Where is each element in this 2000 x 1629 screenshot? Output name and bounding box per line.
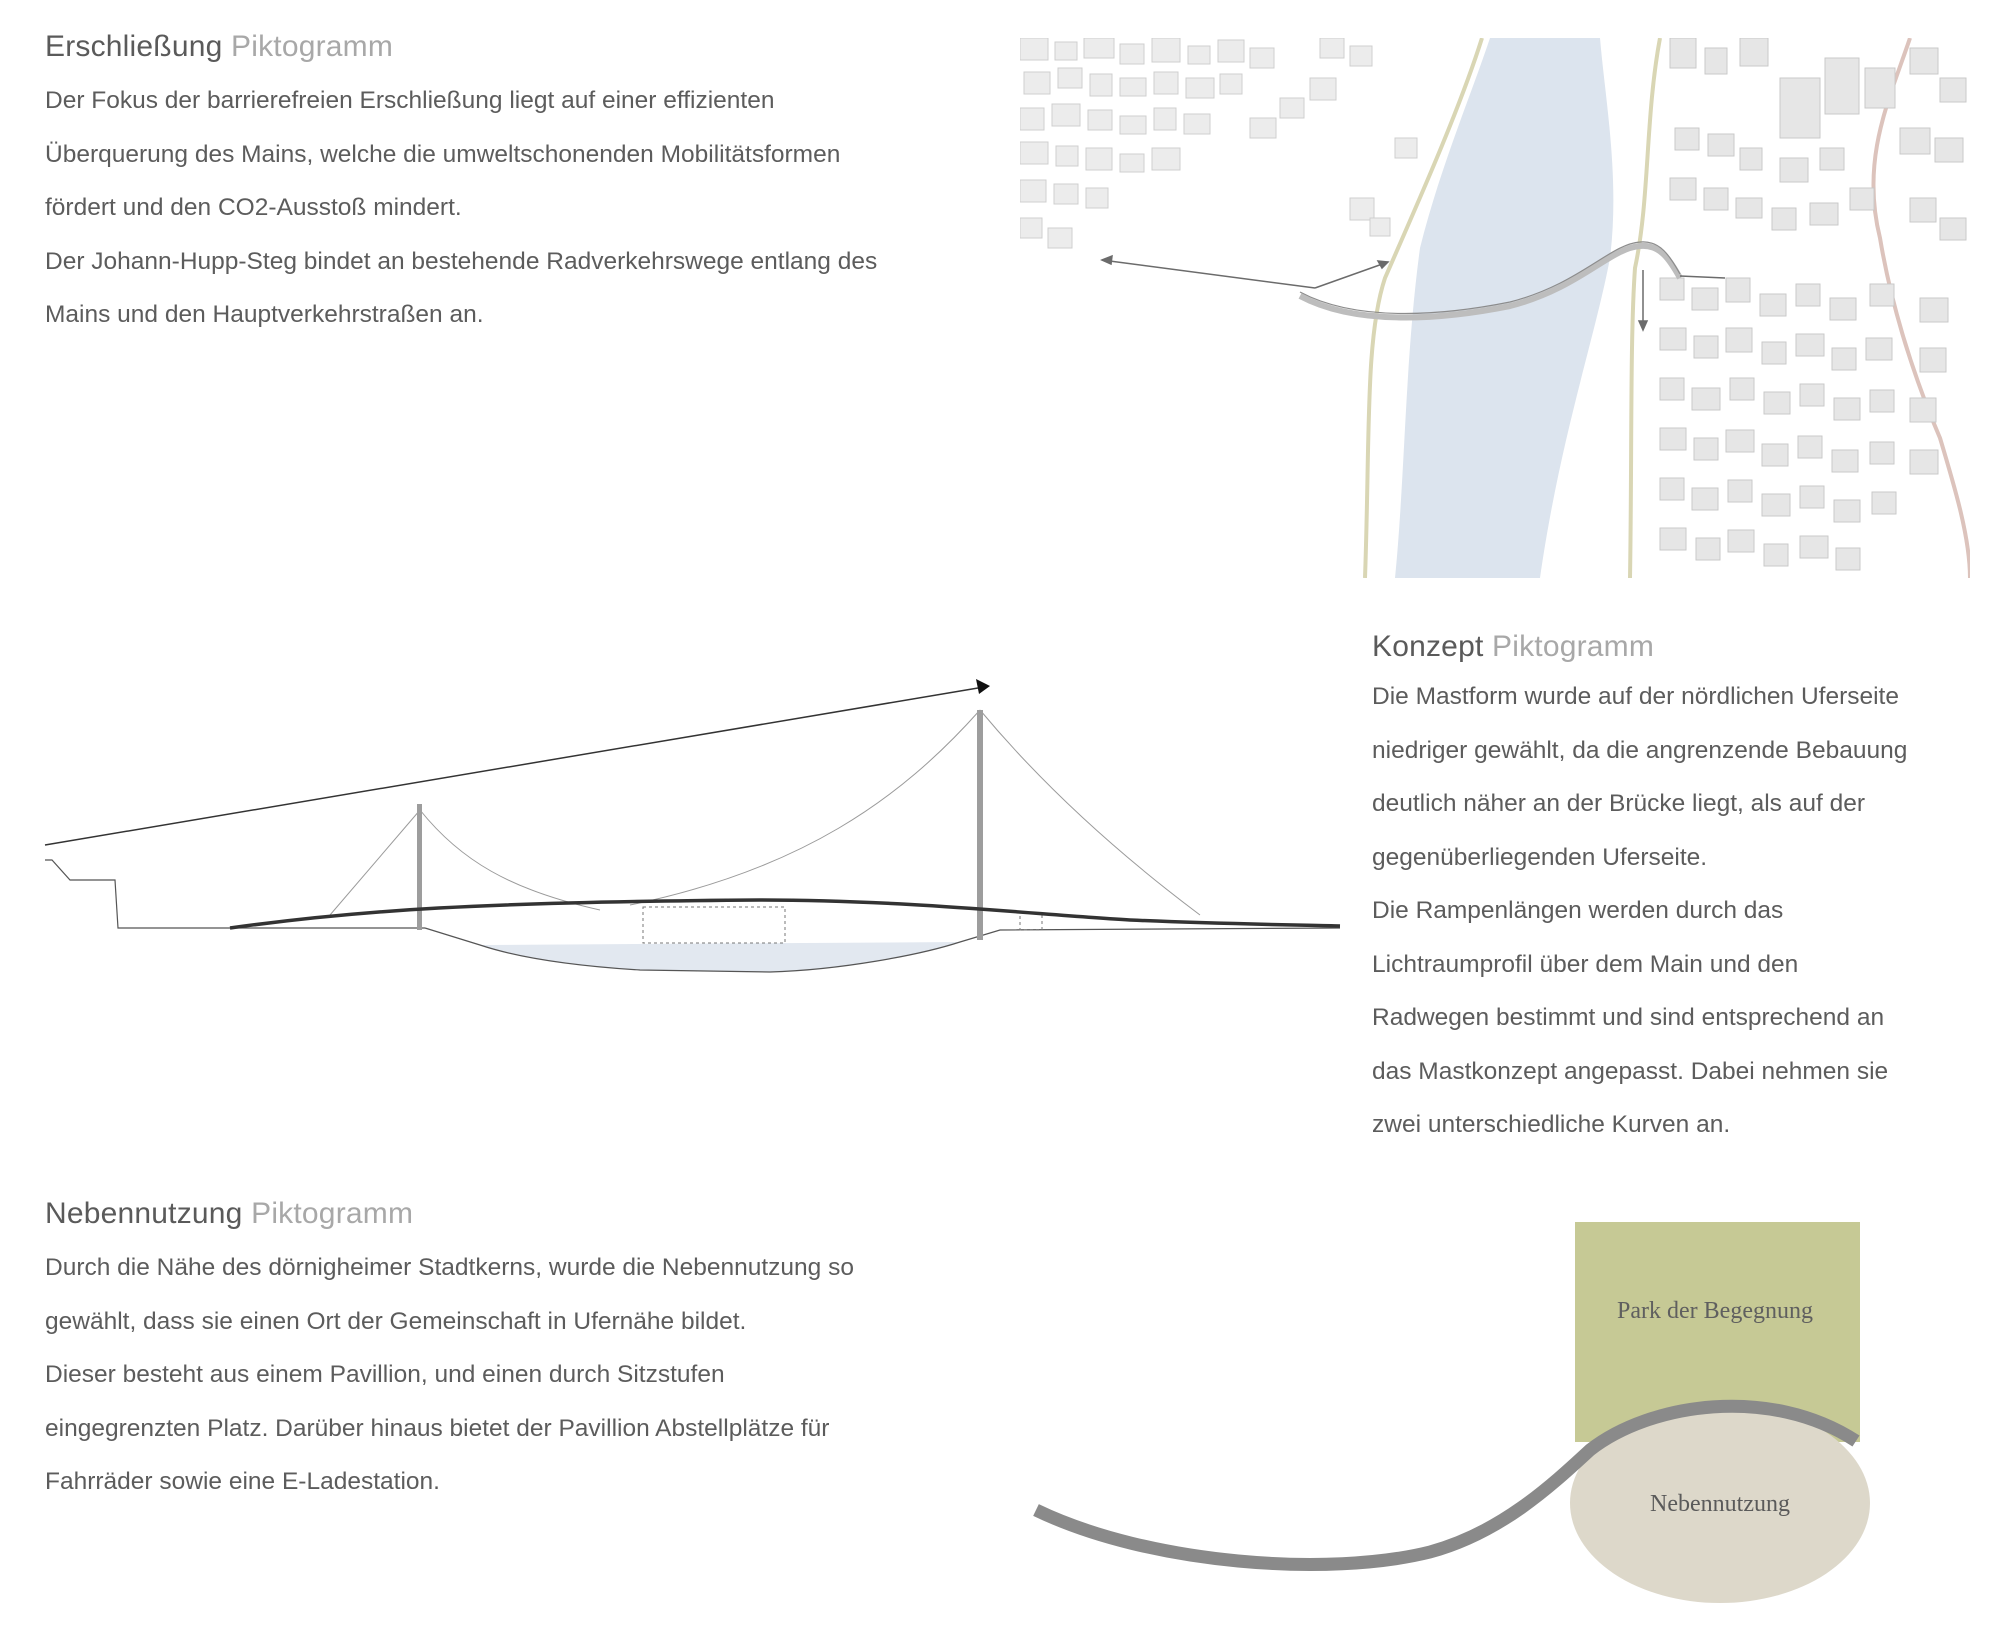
cables — [330, 710, 1200, 915]
text-line: Der Fokus der barrierefreien Erschließung liegt auf einer effizienten — [45, 87, 775, 114]
text-line: Radwegen bestimmt und sind entsprechend an — [1372, 1004, 1885, 1031]
secondary-use-subtitle: Piktogramm — [251, 1197, 414, 1230]
text-line: das Mastkonzept angepasst. Dabei nehmen sie — [1372, 1057, 1889, 1085]
text-line: Die Rampenlängen werden durch das — [1372, 897, 1784, 924]
mast-south — [977, 710, 983, 940]
usage-diagram — [1030, 1215, 1890, 1615]
text-line: gegenüberliegenden Uferseite. — [1372, 843, 1708, 871]
text-line: Fahrräder sowie eine E-Ladestation. — [45, 1468, 440, 1495]
secondary-use-text — [45, 1241, 1005, 1509]
text-line: gewählt, dass sie einen Ort der Gemeinschaft in Ufernähe bildet. — [45, 1307, 747, 1335]
clearance-profile — [643, 907, 785, 943]
arrow-head-icon — [976, 679, 990, 694]
river-water — [480, 942, 960, 972]
section-concept — [1372, 630, 1992, 1152]
text-line: fördert und den CO2-Ausstoß mindert. — [45, 194, 462, 221]
text-line: Überquerung des Mains, welche die umweltschonenden Mobilitätsformen — [45, 140, 841, 168]
secondary-use-heading — [45, 1197, 1005, 1231]
concept-heading — [1372, 630, 1992, 664]
text-line: Mains und den Hauptverkehrstraßen an. — [45, 301, 484, 328]
buildings-west — [1020, 38, 1417, 248]
access-heading — [45, 30, 1005, 64]
section-secondary-use — [45, 1197, 1005, 1509]
text-line: Die Mastform wurde auf der nördlichen Uferseite — [1372, 683, 1899, 710]
text-line: zwei unterschiedliche Kurven an. — [1372, 1111, 1731, 1138]
text-line: Lichtraumprofil über dem Main und den — [1372, 950, 1799, 978]
bridge-elevation-diagram — [40, 670, 1350, 990]
access-title: Erschließung — [45, 30, 223, 63]
concept-text — [1372, 670, 1992, 1152]
concept-title: Konzept — [1372, 630, 1484, 663]
clearance-profile-path — [1020, 913, 1042, 930]
secondary-use-title: Nebennutzung — [45, 1197, 243, 1230]
bank-path-east — [1630, 38, 1660, 578]
sight-line — [45, 688, 978, 845]
text-line: Der Johann-Hupp-Steg bindet an bestehende Radverkehrswege entlang des — [45, 247, 878, 275]
access-text — [45, 74, 1005, 342]
text-line: deutlich näher an der Brücke liegt, als auf der — [1372, 790, 1866, 817]
text-line: Durch die Nähe des dörnigheimer Stadtkerns, wurde die Nebennutzung so — [45, 1254, 854, 1281]
secondary-use-label: Nebennutzung — [1650, 1491, 1790, 1517]
text-line: niedriger gewählt, da die angrenzende Bebauung — [1372, 736, 1908, 764]
text-line: eingegrenzten Platz. Darüber hinaus bietet der Pavillion Abstellplätze für — [45, 1414, 830, 1442]
mast-north — [417, 804, 422, 930]
concept-subtitle: Piktogramm — [1492, 630, 1655, 663]
section-access — [45, 30, 1005, 342]
park-label: Park der Begegnung — [1617, 1298, 1813, 1324]
text-line: Dieser besteht aus einem Pavillion, und einen durch Sitzstufen — [45, 1361, 725, 1388]
buildings-east — [1660, 38, 1966, 570]
access-subtitle: Piktogramm — [231, 30, 394, 63]
site-plan-diagram — [1020, 38, 1970, 578]
